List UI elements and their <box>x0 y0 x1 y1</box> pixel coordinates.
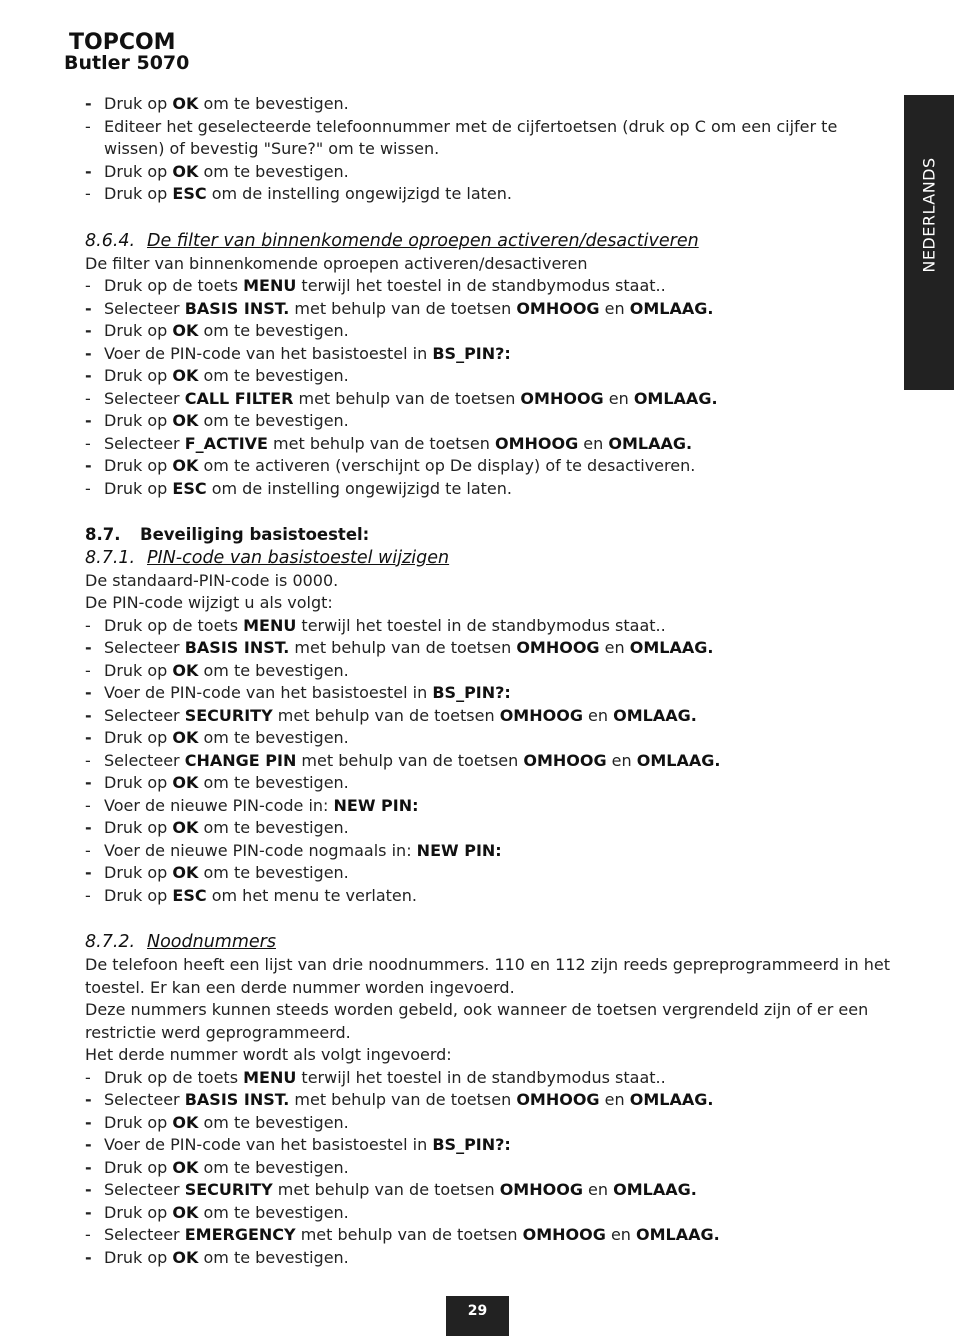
list-item <box>85 433 895 456</box>
key-term: MENU <box>243 1067 297 1087</box>
list-item <box>85 705 895 728</box>
key-term: BASIS INST. <box>184 638 290 657</box>
key-term: CALL FILTER <box>184 388 294 408</box>
key-term: OK <box>172 94 199 113</box>
list-item <box>85 183 895 206</box>
step-text: en <box>582 1180 614 1199</box>
model-name: Butler 5070 <box>64 52 190 74</box>
key-term: F_ACTIVE <box>184 433 268 453</box>
step-text: Druk op <box>104 863 173 882</box>
step-text: en <box>578 433 609 453</box>
section-title: De filter van binnenkomende oproepen activeren/desactiveren <box>147 230 699 251</box>
list-item <box>85 660 895 683</box>
step-text: Druk op <box>104 478 173 498</box>
key-term: NEW PIN: <box>416 840 502 860</box>
bullet-dash: - <box>85 411 92 430</box>
list-item <box>85 298 895 321</box>
key-term: SECURITY <box>184 1180 273 1199</box>
bullet-dash: - <box>85 885 91 905</box>
step-text: Druk op <box>104 660 173 680</box>
key-term: OK <box>172 366 199 385</box>
list-item <box>85 682 895 705</box>
step-text: Druk op <box>104 184 173 203</box>
key-term: EMERGENCY <box>184 1225 296 1244</box>
step-text: om te bevestigen. <box>198 728 349 747</box>
step-text: en <box>599 638 630 657</box>
key-term: OK <box>172 321 199 340</box>
step-text: Druk op <box>104 1202 173 1222</box>
list-item <box>85 1067 895 1090</box>
list-item <box>85 93 895 116</box>
intro-steps <box>85 93 895 206</box>
bullet-dash: - <box>85 433 91 453</box>
step-text: Druk op de toets <box>104 276 244 295</box>
page-number: 29 <box>446 1296 509 1336</box>
bullet-dash: - <box>85 478 91 498</box>
step-text: om te bevestigen. <box>198 660 349 680</box>
key-term: BS_PIN?: <box>432 343 511 363</box>
bullet-dash: - <box>85 660 91 680</box>
list-item <box>85 365 895 388</box>
key-term: OMLAAG. <box>613 705 697 725</box>
key-term: OK <box>172 161 199 181</box>
list-item <box>85 1157 895 1180</box>
step-text: om te bevestigen. <box>198 411 349 430</box>
key-term: OK <box>172 818 199 837</box>
key-term: OK <box>172 773 199 792</box>
bullet-dash: - <box>85 1112 92 1132</box>
bullet-dash: - <box>85 366 92 385</box>
list-item <box>85 343 895 366</box>
language-tab <box>904 95 954 390</box>
step-text: Selecteer <box>104 750 185 770</box>
step-text: en <box>603 388 634 408</box>
step-text: Selecteer <box>104 298 185 318</box>
section-intro: De telefoon heeft een lijst van drie noodnummers. 110 en 112 zijn reeds gepreprogrammeerd in het toestel. Er kan een derde nummer worden ingevoerd. <box>85 955 891 997</box>
bullet-dash: - <box>85 1180 92 1199</box>
step-text: Voer de nieuwe PIN-code nogmaals in: <box>104 840 417 860</box>
bullet-dash: - <box>85 388 91 408</box>
step-text: terwijl het toestel in de standbymodus staat.. <box>296 276 666 295</box>
list-item <box>85 1112 895 1135</box>
step-text: om de instelling ongewijzigd te laten. <box>206 478 512 498</box>
bullet-dash: - <box>85 795 91 815</box>
list-item <box>85 817 895 840</box>
step-text: om te bevestigen. <box>198 366 349 385</box>
steps-8-7-1 <box>85 615 895 908</box>
bullet-dash: - <box>85 728 92 747</box>
step-text: om te bevestigen. <box>198 1112 349 1132</box>
steps-8-7-2 <box>85 1067 895 1270</box>
step-text: met behulp van de toetsen <box>293 388 521 408</box>
bullet-dash: - <box>85 298 92 318</box>
section-intro: Deze nummers kunnen steeds worden gebeld, ook wanneer de toetsen vergrendeld zijn of er een restrictie werd geprogrammeerd. <box>85 1000 869 1042</box>
bullet-dash: - <box>85 184 91 203</box>
step-text: Druk op <box>104 94 173 113</box>
section-heading-8-6-4 <box>85 230 895 253</box>
bullet-dash: - <box>85 161 92 181</box>
section-intro: Het derde nummer wordt als volgt ingevoerd: <box>85 1045 452 1064</box>
list-item <box>85 410 895 433</box>
key-term: OMLAAG. <box>629 1090 714 1109</box>
bullet-dash: - <box>85 773 92 792</box>
step-text: om te bevestigen. <box>198 818 349 837</box>
bullet-dash: - <box>85 638 92 657</box>
section-title: PIN-code van basistoestel wijzigen <box>147 547 450 568</box>
step-text: om te bevestigen. <box>198 161 349 181</box>
language-tab-label: NEDERLANDS <box>919 157 939 273</box>
step-text: om te bevestigen. <box>198 773 349 792</box>
section-heading-8-7-1 <box>85 547 895 570</box>
step-text: met behulp van de toetsen <box>267 433 495 453</box>
key-term: OMHOOG <box>522 1225 606 1244</box>
step-text: Druk op <box>104 1157 173 1177</box>
list-item <box>85 1134 895 1157</box>
list-item <box>85 1224 895 1247</box>
step-text: Voer de PIN-code van het basistoestel in <box>104 343 433 363</box>
key-term: ESC <box>172 885 207 905</box>
step-text: om het menu te verlaten. <box>206 885 417 905</box>
key-term: OK <box>172 863 199 882</box>
key-term: OK <box>172 1247 199 1267</box>
section-heading-8-7-2 <box>85 931 895 954</box>
list-item <box>85 478 895 501</box>
step-text: met behulp van de toetsen <box>272 1180 500 1199</box>
list-item <box>85 320 895 343</box>
key-term: OK <box>172 411 199 430</box>
section-number: 8.7. <box>85 525 121 544</box>
key-term: OK <box>172 728 199 747</box>
list-item <box>85 116 895 161</box>
step-text: met behulp van de toetsen <box>296 750 524 770</box>
step-text: met behulp van de toetsen <box>289 298 517 318</box>
step-text: om te bevestigen. <box>198 863 349 882</box>
step-text: en <box>599 298 630 318</box>
section-intro: De filter van binnenkomende oproepen activeren/desactiveren <box>85 253 588 273</box>
key-term: OK <box>172 1112 199 1132</box>
bullet-dash: - <box>85 1247 92 1267</box>
bullet-dash: - <box>85 276 91 295</box>
key-term: OMLAAG. <box>629 638 714 657</box>
step-text: Druk op <box>104 885 173 905</box>
step-text: om te bevestigen. <box>198 321 349 340</box>
key-term: ESC <box>172 184 207 203</box>
section-title: Noodnummers <box>147 932 276 952</box>
list-item <box>85 862 895 885</box>
brand-logo: TOPCOM <box>69 30 176 55</box>
step-text: Voer de nieuwe PIN-code in: <box>104 795 334 815</box>
list-item <box>85 772 895 795</box>
list-item <box>85 795 895 818</box>
bullet-dash: - <box>85 1202 92 1222</box>
bullet-dash: - <box>85 840 91 860</box>
key-term: CHANGE PIN <box>184 750 297 770</box>
list-item <box>85 1202 895 1225</box>
step-text: Druk op de toets <box>104 615 244 635</box>
key-term: OMLAAG. <box>633 388 718 408</box>
bullet-dash: - <box>85 1090 92 1109</box>
section-number: 8.6.4. <box>85 230 136 251</box>
step-text: Druk op <box>104 456 173 475</box>
key-term: OK <box>172 1202 199 1222</box>
key-term: OMHOOG <box>494 433 579 453</box>
section-title: Beveiliging basistoestel: <box>140 525 370 544</box>
step-text: met behulp van de toetsen <box>295 1225 523 1244</box>
key-term: OMLAAG. <box>608 433 693 453</box>
step-text: en <box>605 1225 637 1244</box>
key-term: OK <box>172 456 199 475</box>
step-text: Editeer het geselecteerde telefoonnummer met de cijfertoetsen (druk op C om een cijfer te wissen) of bevestig "Sure?" om te wissen. <box>104 116 838 158</box>
bullet-dash: - <box>85 94 92 113</box>
key-term: OMHOOG <box>516 638 600 657</box>
step-text: om te bevestigen. <box>198 94 349 113</box>
step-text: Selecteer <box>104 388 185 408</box>
steps-8-6-4 <box>85 275 895 500</box>
key-term: OMHOOG <box>516 298 600 318</box>
list-item <box>85 885 895 908</box>
bullet-dash: - <box>85 321 92 340</box>
bullet-dash: - <box>85 1225 91 1244</box>
step-text: met behulp van de toetsen <box>272 705 500 725</box>
step-text: Selecteer <box>104 433 185 453</box>
step-text: Selecteer <box>104 705 185 725</box>
step-text: Selecteer <box>104 1180 185 1199</box>
list-item <box>85 161 895 184</box>
bullet-dash: - <box>85 343 92 363</box>
step-text: Druk op <box>104 1112 173 1132</box>
list-item <box>85 727 895 750</box>
bullet-dash: - <box>85 1135 92 1154</box>
step-text: terwijl het toestel in de standbymodus staat.. <box>296 615 666 635</box>
section-number: 8.7.2. <box>85 932 136 952</box>
step-text: Voer de PIN-code van het basistoestel in <box>104 1135 433 1154</box>
step-text: Voer de PIN-code van het basistoestel in <box>104 683 433 702</box>
key-term: OMHOOG <box>520 388 604 408</box>
section-intro: De standaard-PIN-code is 0000. <box>85 570 339 590</box>
step-text: om te activeren (verschijnt op De display) of te desactiveren. <box>198 456 696 475</box>
step-text: om te bevestigen. <box>198 1157 349 1177</box>
list-item <box>85 840 895 863</box>
step-text: en <box>606 750 637 770</box>
key-term: ESC <box>172 478 207 498</box>
bullet-dash: - <box>85 705 92 725</box>
list-item <box>85 275 895 298</box>
step-text: terwijl het toestel in de standbymodus staat.. <box>296 1067 666 1087</box>
key-term: OK <box>172 1157 199 1177</box>
step-text: Druk op <box>104 161 173 181</box>
list-item <box>85 637 895 660</box>
step-text: met behulp van de toetsen <box>289 1090 517 1109</box>
key-term: SECURITY <box>184 705 273 725</box>
list-item <box>85 1089 895 1112</box>
bullet-dash: - <box>85 863 92 882</box>
list-item <box>85 750 895 773</box>
step-text: Druk op <box>104 818 173 837</box>
bullet-dash: - <box>85 1067 91 1087</box>
bullet-dash: - <box>85 456 92 475</box>
key-term: BS_PIN?: <box>432 1135 511 1154</box>
bullet-dash: - <box>85 615 91 635</box>
list-item <box>85 388 895 411</box>
step-text: Druk op <box>104 1247 173 1267</box>
list-item <box>85 615 895 638</box>
step-text: Druk op <box>104 411 173 430</box>
bullet-dash: - <box>85 1157 92 1177</box>
step-text: Selecteer <box>104 1090 185 1109</box>
list-item <box>85 1179 895 1202</box>
key-term: MENU <box>243 276 297 295</box>
key-term: OMHOOG <box>499 705 583 725</box>
step-text: om te bevestigen. <box>198 1202 349 1222</box>
key-term: BASIS INST. <box>184 298 290 318</box>
bullet-dash: - <box>85 750 91 770</box>
key-term: OMLAAG. <box>613 1180 697 1199</box>
key-term: OMLAAG. <box>636 750 721 770</box>
bullet-dash: - <box>85 116 91 136</box>
key-term: BS_PIN?: <box>432 683 511 702</box>
section-intro: De PIN-code wijzigt u als volgt: <box>85 593 333 612</box>
step-text: en <box>599 1090 630 1109</box>
step-text: om de instelling ongewijzigd te laten. <box>206 184 512 203</box>
key-term: BASIS INST. <box>184 1090 290 1109</box>
section-heading-8-7 <box>85 524 895 547</box>
step-text: met behulp van de toetsen <box>289 638 517 657</box>
step-text: Druk op <box>104 366 173 385</box>
key-term: OK <box>172 660 199 680</box>
key-term: OMLAAG. <box>629 298 714 318</box>
list-item <box>85 1247 895 1270</box>
step-text: en <box>582 705 614 725</box>
step-text: Selecteer <box>104 1225 185 1244</box>
step-text: Druk op <box>104 773 173 792</box>
key-term: MENU <box>243 615 297 635</box>
list-item <box>85 455 895 478</box>
key-term: OMHOOG <box>523 750 607 770</box>
step-text: Druk op <box>104 728 173 747</box>
bullet-dash: - <box>85 683 92 702</box>
bullet-dash: - <box>85 818 92 837</box>
section-number: 8.7.1. <box>85 547 136 568</box>
key-term: OMHOOG <box>516 1090 600 1109</box>
key-term: OMLAAG. <box>636 1225 720 1244</box>
step-text: Druk op de toets <box>104 1067 244 1087</box>
key-term: NEW PIN: <box>333 795 419 815</box>
step-text: om te bevestigen. <box>198 1247 349 1267</box>
page-content <box>85 93 895 1269</box>
step-text: Druk op <box>104 321 173 340</box>
step-text: Selecteer <box>104 638 185 657</box>
key-term: OMHOOG <box>499 1180 583 1199</box>
